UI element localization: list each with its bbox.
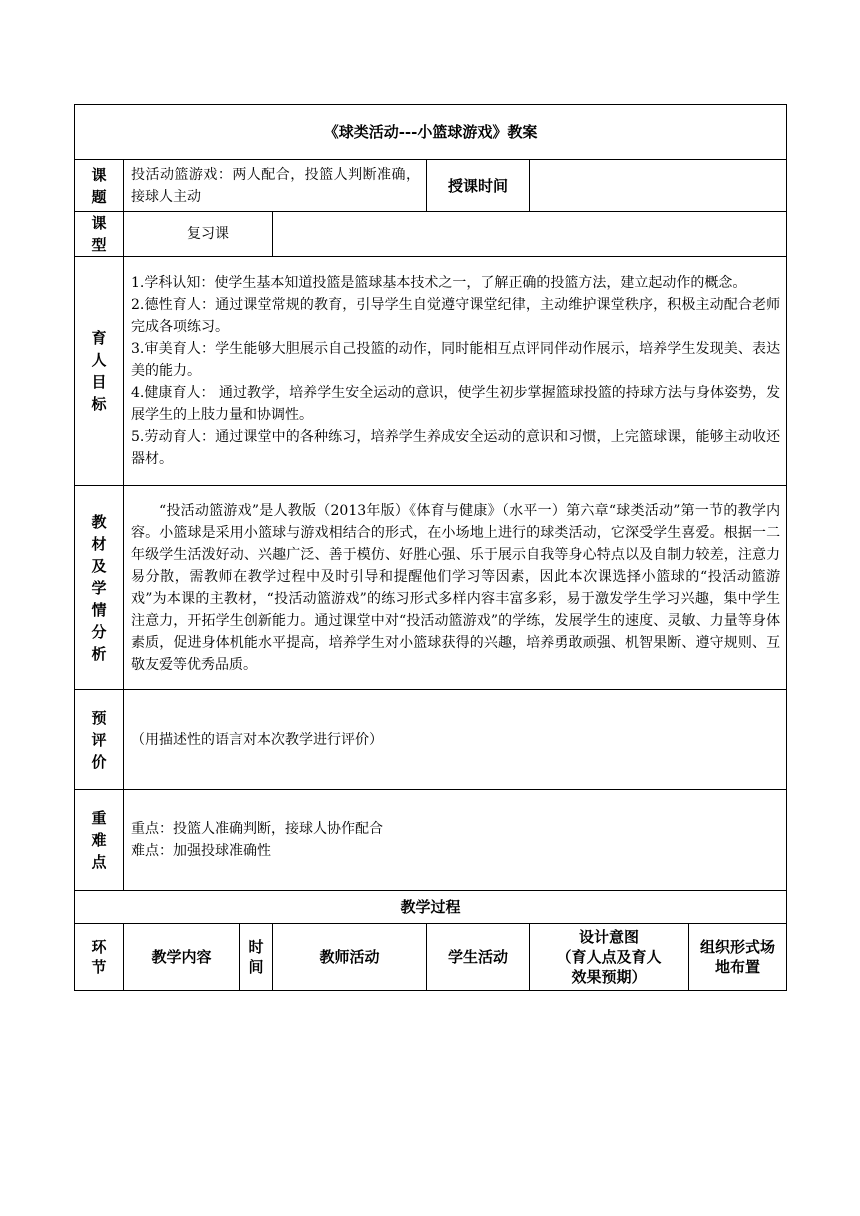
header-student-activity: 学生活动 bbox=[427, 924, 530, 991]
goal-item: 4.健康育人： 通过教学，培养学生安全运动的意识，使学生初步掌握篮球投篮的持球方法与身体姿势，发展学生的上肢力量和协调性。 bbox=[131, 385, 781, 423]
teaching-time-label: 授课时间 bbox=[427, 160, 530, 212]
analysis-text: “投活动篮游戏”是人教版（2013年版）《体育与健康》（水平一）第六章“球类活动”第一节的教学内容。小篮球是采用小篮球与游戏相结合的形式，在小场地上进行的球类活动，它深受学生喜爱。根据一二年级学生活泼好动、兴趣广泛、善于模仿、好胜心强、乐于展示自我等身心特点以及自制力较差，注意力易分散，需教师在教学过程中及时引导和提醒他们学习等因素，因此本次课选择小篮球的“投活动篮游戏”为本课的主教材，“投活动篮游戏”的练习形式多样内容丰富多彩，易于激发学生学习兴趣，集中学生注意力，开拓学生创新能力。通过课堂中对“投活动篮游戏”的学练，发展学生的速度、灵敏、力量等身体素质，促进身体机能水平提高，培养学生对小篮球获得的兴趣，培养勇敢顽强、机智果断、遵守规则、互敬友爱等优秀品质。 bbox=[124, 486, 787, 690]
header-stage: 环 节 bbox=[75, 924, 124, 991]
goal-item: 3.审美育人：学生能够大胆展示自己投篮的动作，同时能相互点评同伴动作展示，培养学生发现美、表达美的能力。 bbox=[131, 341, 781, 379]
evaluation-label: 预 评 价 bbox=[75, 690, 124, 790]
topic-value: 投活动篮游戏：两人配合，投篮人判断准确，接球人主动 bbox=[124, 160, 427, 212]
evaluation-text: （用描述性的语言对本次教学进行评价） bbox=[124, 690, 787, 790]
teaching-time-value bbox=[530, 160, 787, 212]
analysis-label: 教 材 及 学 情 分 析 bbox=[75, 486, 124, 690]
goal-item: 2.德性育人：通过课堂常规的教育，引导学生自觉遵守课堂纪律，主动维护课堂秩序，积极主动配合老师完成各项练习。 bbox=[131, 297, 781, 335]
process-title: 教学过程 bbox=[75, 891, 787, 924]
header-content: 教学内容 bbox=[124, 924, 240, 991]
goals-list bbox=[124, 257, 787, 486]
header-teacher-activity: 教师活动 bbox=[273, 924, 427, 991]
lesson-plan-sheet bbox=[74, 104, 786, 991]
header-design-intent: 设计意图 （育人点及育人 效果预期） bbox=[530, 924, 689, 991]
topic-label: 课 题 bbox=[75, 160, 124, 212]
goals-label: 育 人 目 标 bbox=[75, 257, 124, 486]
keypoints-text bbox=[124, 790, 787, 891]
lesson-plan-table bbox=[74, 104, 787, 991]
document-title: 《球类活动---小篮球游戏》教案 bbox=[75, 105, 787, 160]
lesson-type-blank bbox=[273, 212, 787, 257]
header-organization: 组织形式场 地布置 bbox=[689, 924, 787, 991]
lesson-type-label: 课 型 bbox=[75, 212, 124, 257]
goal-item: 5.劳动育人：通过课堂中的各种练习，培养学生养成安全运动的意识和习惯，上完篮球课，能够主动收还器材。 bbox=[131, 429, 781, 467]
header-time: 时 间 bbox=[240, 924, 273, 991]
difficult-point: 难点：加强投球准确性 bbox=[131, 843, 271, 859]
goal-item: 1.学科认知：使学生基本知道投篮是篮球基本技术之一，了解正确的投篮方法，建立起动作的概念。 bbox=[131, 275, 747, 291]
lesson-type-value: 复习课 bbox=[124, 212, 273, 257]
key-point: 重点：投篮人准确判断，接球人协作配合 bbox=[131, 821, 383, 837]
keypoints-label: 重 难 点 bbox=[75, 790, 124, 891]
